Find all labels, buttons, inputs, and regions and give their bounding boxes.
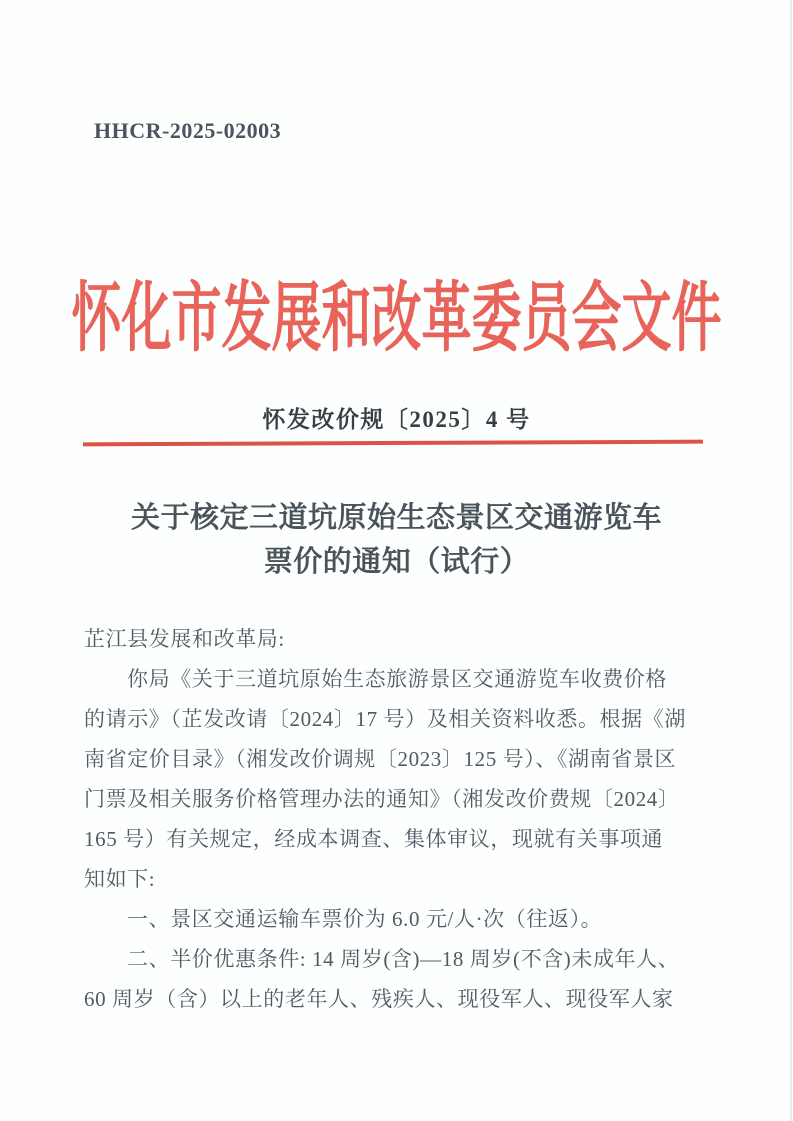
agency-banner-text: 怀化市发展和改革委员会文件 [71,275,722,361]
body-line-item-1: 一、景区交通运输车票价为 6.0 元/人·次（往返）。 [127,907,603,931]
body-line: 知如下: [84,867,156,891]
agency-banner [0,256,793,368]
document-code: HHCR-2025-02003 [94,118,282,143]
notice-title-line2: 票价的通知（试行） [263,546,530,578]
body-line-item-2: 二、半价优惠条件: 14 周岁(含)—18 周岁(不含)未成年人、 [127,947,680,971]
body-line: 165 号）有关规定，经成本调查、集体审议，现就有关事项通 [84,827,664,851]
document-number: 怀发改价规〔2025〕4 号 [262,407,531,432]
notice-title [0,496,793,584]
body-line: 你局《关于三道坑原始生态旅游景区交通游览车收费价格 [127,667,667,691]
body-line: 的请示》（芷发改请〔2024〕17 号）及相关资料收悉。根据《湖 [84,707,686,731]
notice-title-line1: 关于核定三道坑原始生态景区交通游览车 [130,502,662,534]
salutation-line: 芷江县发展和改革局: [84,627,285,651]
red-divider-line [83,440,703,447]
body-line: 门票及相关服务价格管理办法的通知》（湘发改价费规〔2024〕 [84,787,680,811]
body-line: 南省定价目录》（湘发改价调规〔2023〕125 号）、《湖南省景区 [84,747,677,771]
notice-body [84,619,714,1019]
body-line: 60 周岁（含）以上的老年人、残疾人、现役军人、现役军人家 [84,987,674,1011]
